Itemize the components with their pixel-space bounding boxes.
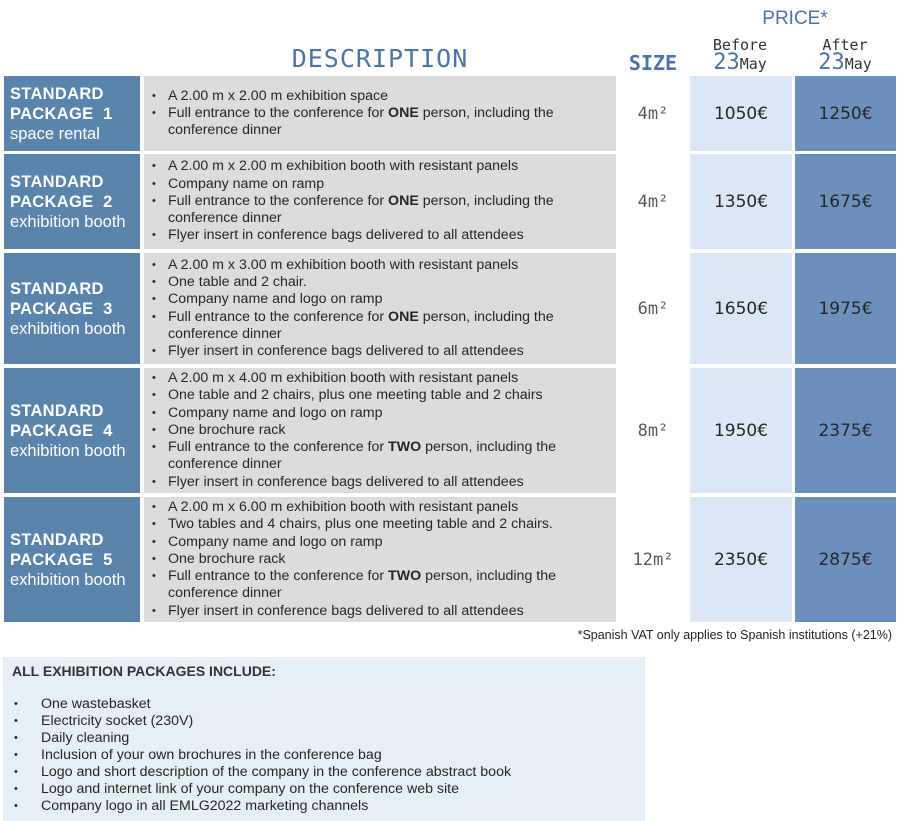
package-title-line2: PACKAGE 3 bbox=[10, 299, 113, 318]
feature-text-cont: person, including the conference dinner bbox=[168, 104, 554, 139]
includes-title: ALL EXHIBITION PACKAGES INCLUDE: bbox=[12, 663, 276, 679]
package-label bbox=[4, 368, 140, 493]
includes-box bbox=[3, 657, 645, 821]
feature-text: Company name and logo on ramp bbox=[168, 533, 383, 550]
feature-item bbox=[152, 603, 608, 620]
includes-item: • Daily cleaning bbox=[12, 730, 636, 747]
feature-text-cont: person, including the conference dinner bbox=[168, 192, 554, 227]
package-row bbox=[0, 497, 900, 622]
feature-text: Two tables and 4 chairs, plus one meeting table and 2 chairs. bbox=[168, 516, 553, 533]
package-size: 12m² bbox=[632, 549, 674, 570]
feature-emphasis: ONE bbox=[388, 104, 419, 121]
feature-text: One brochure rack bbox=[168, 550, 286, 567]
package-subtitle: exhibition booth bbox=[10, 570, 126, 589]
package-subtitle: exhibition booth bbox=[10, 441, 126, 460]
package-title-line1: STANDARD bbox=[10, 530, 104, 549]
package-label bbox=[4, 154, 140, 249]
feature-item bbox=[152, 291, 608, 308]
feature-item bbox=[152, 227, 608, 244]
before-day: 23 bbox=[713, 50, 740, 75]
price-header: PRICE* bbox=[762, 8, 828, 29]
includes-item: • Inclusion of your own brochures in the conference bag bbox=[12, 747, 636, 764]
package-subtitle: space rental bbox=[10, 124, 100, 143]
feature-text: Flyer insert in conference bags delivered to all attendees bbox=[168, 602, 524, 619]
package-title-line2: PACKAGE 4 bbox=[10, 421, 113, 440]
package-row bbox=[0, 154, 900, 249]
package-title-line2: PACKAGE 5 bbox=[10, 550, 113, 569]
package-description bbox=[144, 368, 616, 493]
feature-item bbox=[152, 551, 608, 568]
package-row bbox=[0, 253, 900, 364]
price-after: 1675€ bbox=[795, 154, 896, 249]
package-row bbox=[0, 368, 900, 493]
feature-emphasis: ONE bbox=[388, 308, 419, 325]
package-size: 6m² bbox=[637, 298, 669, 319]
feature-item bbox=[152, 193, 608, 227]
package-title-line1: STANDARD bbox=[10, 84, 104, 103]
feature-text: One brochure rack bbox=[168, 421, 286, 438]
before-month: May bbox=[739, 55, 767, 73]
feature-emphasis: TWO bbox=[388, 439, 422, 456]
feature-text: Flyer insert in conference bags delivered to all attendees bbox=[168, 342, 524, 359]
feature-item bbox=[152, 343, 608, 360]
feature-item bbox=[152, 499, 608, 516]
feature-item bbox=[152, 309, 608, 343]
package-description bbox=[144, 497, 616, 622]
price-after: 1975€ bbox=[795, 253, 896, 364]
package-size: 4m² bbox=[637, 191, 669, 212]
feature-text-cont: person, including the conference dinner bbox=[168, 308, 554, 342]
feature-text: Full entrance to the conference for bbox=[168, 192, 389, 209]
feature-list bbox=[152, 257, 608, 360]
includes-item: • Logo and short description of the company in the conference abstract book bbox=[12, 764, 636, 781]
feature-text: Company name and logo on ramp bbox=[168, 404, 383, 421]
includes-item: • Logo and internet link of your company on the conference web site bbox=[12, 781, 636, 798]
package-title-line2: PACKAGE 2 bbox=[10, 192, 113, 211]
feature-text-cont: person, including the conference dinner bbox=[168, 568, 556, 602]
package-title-line1: STANDARD bbox=[10, 401, 104, 420]
package-description bbox=[144, 76, 616, 151]
price-before: 1950€ bbox=[690, 368, 792, 493]
feature-item bbox=[152, 405, 608, 422]
before-header bbox=[688, 36, 792, 73]
package-label bbox=[4, 497, 140, 622]
package-description bbox=[144, 253, 616, 364]
package-subtitle: exhibition booth bbox=[10, 319, 126, 338]
feature-text: One table and 2 chair. bbox=[168, 274, 307, 291]
package-description bbox=[144, 154, 616, 249]
feature-item bbox=[152, 422, 608, 439]
vat-note: *Spanish VAT only applies to Spanish institutions (+21%) bbox=[577, 628, 892, 642]
price-before: 2350€ bbox=[690, 497, 792, 622]
package-label bbox=[4, 76, 140, 151]
price-after: 1250€ bbox=[795, 76, 896, 151]
package-subtitle: exhibition booth bbox=[10, 212, 126, 231]
after-day: 23 bbox=[818, 50, 845, 75]
feature-text: Full entrance to the conference for bbox=[168, 104, 389, 121]
includes-item: • Company logo in all EMLG2022 marketing channels bbox=[12, 798, 636, 815]
feature-item bbox=[152, 105, 608, 139]
feature-text: Flyer insert in conference bags delivered to all attendees bbox=[168, 227, 524, 244]
package-title-line2: PACKAGE 1 bbox=[10, 104, 113, 123]
feature-text: A 2.00 m x 2.00 m exhibition booth with resistant panels bbox=[168, 158, 519, 175]
after-month: May bbox=[844, 55, 872, 73]
feature-text-cont: person, including the conference dinner bbox=[168, 439, 556, 473]
feature-text: A 2.00 m x 2.00 m exhibition space bbox=[168, 87, 389, 104]
feature-item bbox=[152, 439, 608, 473]
feature-text: A 2.00 m x 4.00 m exhibition booth with resistant panels bbox=[168, 370, 519, 387]
feature-item bbox=[152, 474, 608, 491]
feature-text: Full entrance to the conference for bbox=[168, 568, 389, 585]
description-header: DESCRIPTION bbox=[291, 44, 469, 73]
feature-text: Company name on ramp bbox=[168, 175, 325, 192]
price-after: 2375€ bbox=[795, 368, 896, 493]
feature-item bbox=[152, 274, 608, 291]
feature-item bbox=[152, 257, 608, 274]
feature-text: Company name and logo on ramp bbox=[168, 291, 383, 308]
package-title-line1: STANDARD bbox=[10, 172, 104, 191]
package-title-line1: STANDARD bbox=[10, 279, 104, 298]
feature-item bbox=[152, 516, 608, 533]
feature-text: Full entrance to the conference for bbox=[168, 439, 389, 456]
feature-item bbox=[152, 534, 608, 551]
feature-item bbox=[152, 88, 608, 105]
price-after: 2875€ bbox=[795, 497, 896, 622]
feature-item bbox=[152, 370, 608, 387]
size-header: SIZE bbox=[628, 51, 678, 75]
feature-list bbox=[152, 88, 608, 140]
price-before: 1650€ bbox=[690, 253, 792, 364]
feature-list bbox=[152, 158, 608, 244]
feature-item bbox=[152, 387, 608, 404]
feature-text: A 2.00 m x 3.00 m exhibition booth with resistant panels bbox=[168, 256, 519, 273]
feature-text: Flyer insert in conference bags delivered to all attendees bbox=[168, 473, 524, 490]
price-before: 1050€ bbox=[690, 76, 792, 151]
price-before: 1350€ bbox=[690, 154, 792, 249]
before-label: Before bbox=[712, 36, 768, 54]
package-row bbox=[0, 76, 900, 151]
package-size: 8m² bbox=[637, 420, 669, 441]
feature-text: Full entrance to the conference for bbox=[168, 308, 389, 325]
includes-list bbox=[12, 696, 636, 815]
package-label bbox=[4, 253, 140, 364]
includes-item: • One wastebasket bbox=[12, 696, 636, 713]
after-header bbox=[793, 36, 897, 73]
feature-item bbox=[152, 568, 608, 602]
feature-list bbox=[152, 370, 608, 490]
feature-text: One table and 2 chairs, plus one meeting table and 2 chairs bbox=[168, 387, 543, 404]
feature-emphasis: TWO bbox=[388, 568, 422, 585]
feature-list bbox=[152, 499, 608, 619]
feature-emphasis: ONE bbox=[388, 192, 419, 209]
after-label: After bbox=[822, 36, 868, 54]
feature-item bbox=[152, 176, 608, 193]
package-size: 4m² bbox=[637, 103, 669, 124]
feature-text: A 2.00 m x 6.00 m exhibition booth with resistant panels bbox=[168, 499, 519, 516]
feature-item bbox=[152, 158, 608, 175]
includes-item: • Electricity socket (230V) bbox=[12, 713, 636, 730]
